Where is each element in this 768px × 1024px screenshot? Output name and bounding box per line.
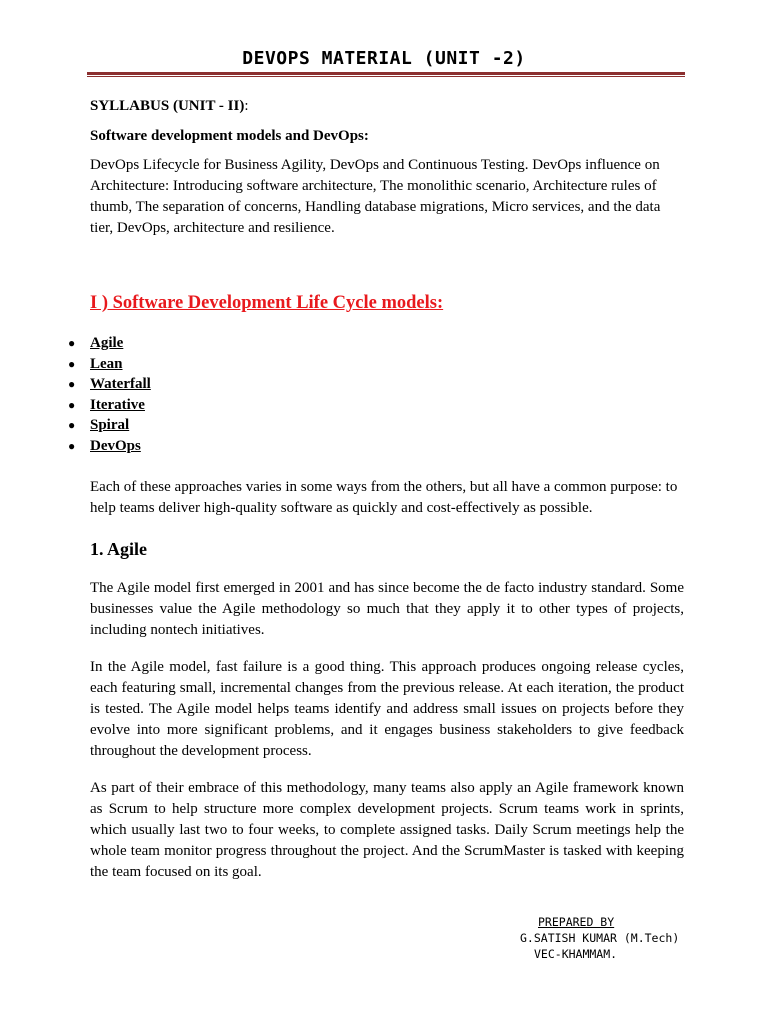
bullet-icon: ● bbox=[68, 397, 76, 412]
model-label: Iterative bbox=[90, 396, 145, 413]
list-item bbox=[66, 395, 684, 416]
list-item bbox=[66, 436, 684, 457]
model-label: DevOps bbox=[90, 437, 141, 454]
title-divider-thick bbox=[87, 72, 685, 75]
agile-paragraph-3: As part of their embrace of this methodology, many teams also apply an Agile framework known as Scrum to help structure more complex development projects. Scrum teams work in sprints, which usually last two to four weeks, to complete assigned tasks. Daily Scrum meetings help the whole team monitor progress throughout the project. And the ScrumMaster is tasked with keeping the team focused on its goal. bbox=[90, 780, 684, 880]
bullet-icon: ● bbox=[68, 336, 76, 350]
bullet-icon: ● bbox=[68, 377, 76, 391]
model-label: Agile bbox=[90, 335, 124, 351]
sdlc-model-list bbox=[66, 333, 684, 456]
model-label: Spiral bbox=[90, 417, 130, 433]
model-label: Waterfall bbox=[90, 376, 151, 392]
list-item bbox=[66, 374, 684, 395]
title-divider-thin bbox=[87, 76, 685, 77]
agile-paragraph-1: The Agile model first emerged in 2001 and has since become the de facto industry standard. Some businesses value the Agile methodology so much that they apply it to other types of projects, including nontech initiatives. bbox=[90, 580, 684, 638]
bullet-icon: ● bbox=[68, 356, 76, 371]
syllabus-subheading: Software development models and DevOps: bbox=[90, 128, 369, 144]
document-body bbox=[68, 96, 684, 883]
model-label: Lean bbox=[90, 355, 123, 372]
sdlc-section-heading: I ) Software Development Life Cycle models: bbox=[90, 293, 444, 313]
title-divider bbox=[87, 72, 685, 78]
author-name: G.SATISH KUMAR (M.Tech) bbox=[520, 931, 680, 945]
sdlc-intro-paragraph: Each of these approaches varies in some ways from the others, but all have a common purpose: to help teams deliver high-quality software as quickly and cost-effectively as possible. bbox=[90, 479, 678, 516]
syllabus-heading-text: SYLLABUS (UNIT - II) bbox=[90, 98, 245, 114]
prepared-by-block bbox=[520, 914, 700, 962]
agile-heading: 1. Agile bbox=[90, 539, 147, 559]
bullet-icon: ● bbox=[68, 418, 76, 432]
agile-paragraph-2: In the Agile model, fast failure is a good thing. This approach produces ongoing release cycles, each featuring small, incremental changes from the previous release. At each iteration, the product is tested. The Agile model helps teams identify and address small issues on projects before they evolve into more significant problems, and it engages business stakeholders to give feedback throughout the development process. bbox=[90, 659, 684, 759]
page-title: DEVOPS MATERIAL (UNIT -2) bbox=[242, 48, 526, 69]
bullet-icon: ● bbox=[68, 438, 76, 453]
author-institution: VEC-KHAMMAM. bbox=[534, 947, 618, 961]
list-item bbox=[66, 333, 684, 354]
prepared-by-label: PREPARED BY bbox=[538, 915, 615, 929]
syllabus-heading bbox=[90, 96, 684, 117]
syllabus-heading-colon: : bbox=[244, 98, 249, 114]
list-item bbox=[66, 415, 684, 436]
list-item bbox=[66, 354, 684, 375]
syllabus-text: DevOps Lifecycle for Business Agility, DevOps and Continuous Testing. DevOps influence on Architecture: Introducing software architecture, The monolithic scenario, Architecture rules of thumb, The separation of concerns, Handling database migrations, Micro services, and the data tier, DevOps, architecture and resilience. bbox=[90, 157, 661, 236]
